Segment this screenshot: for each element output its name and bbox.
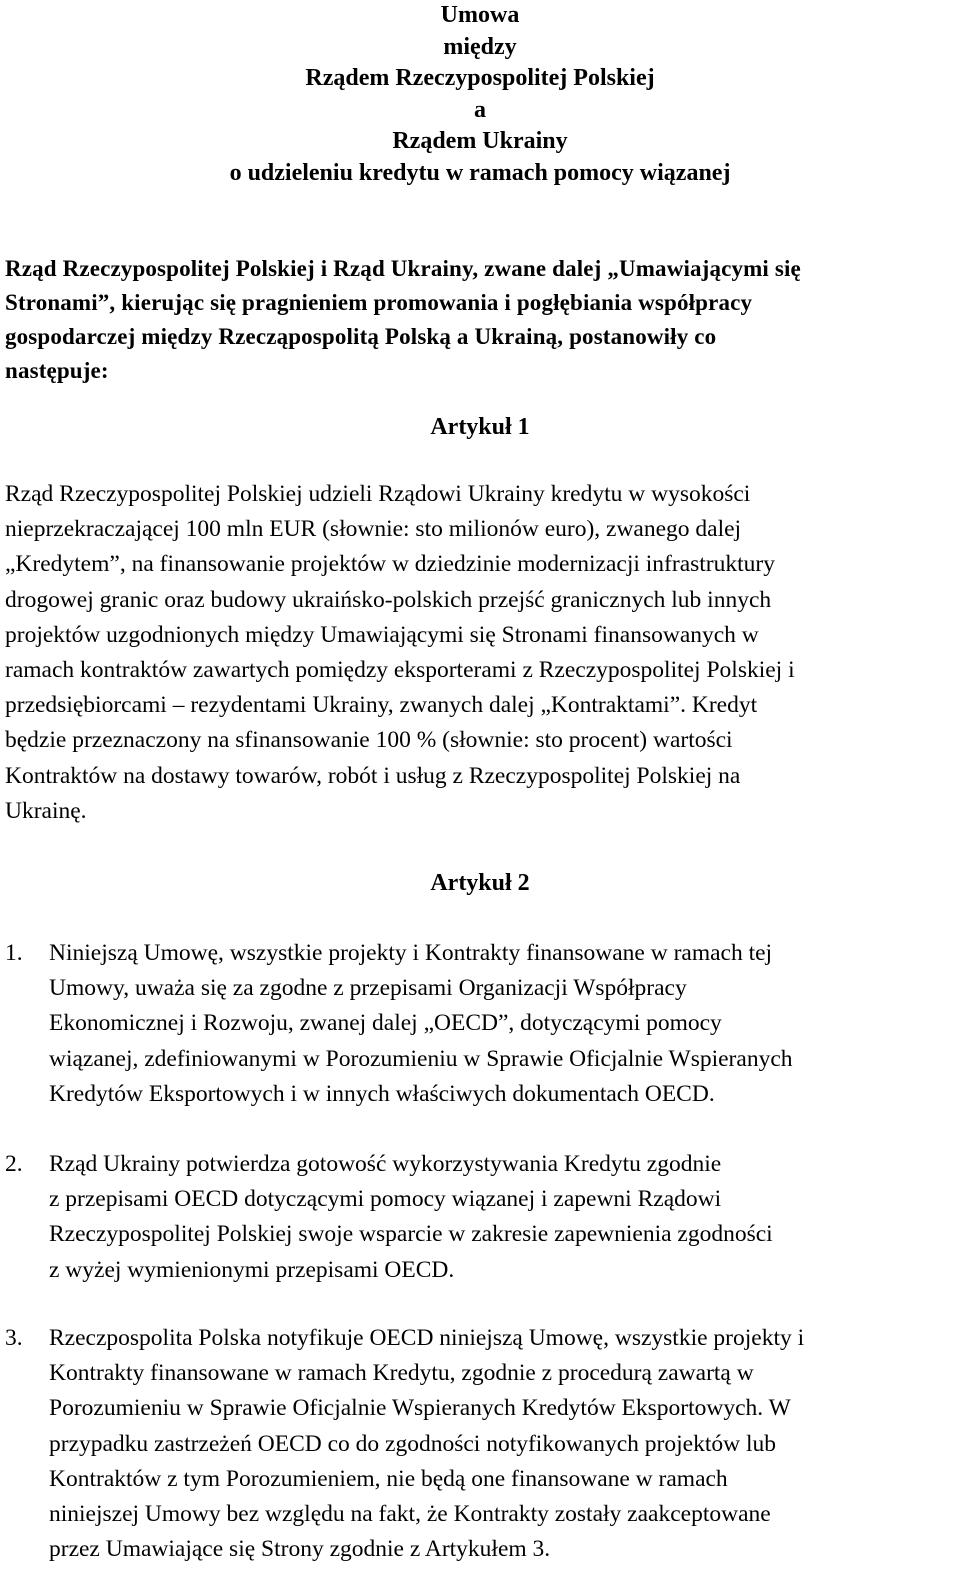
title-line: o udzieleniu kredytu w ramach pomocy wiązanej (229, 159, 731, 186)
paragraph-line: z przepisami OECD dotyczącymi pomocy wiązanej i zapewni Rządowi (49, 1186, 722, 1213)
paragraph-number: 1. (5, 940, 23, 966)
preamble-line: gospodarczej między Rzecząpospolitą Polską a Ukrainą, postanowiły co (5, 324, 717, 349)
article-1-line: będzie przeznaczony na sfinansowanie 100 % (słownie: sto procent) wartości (5, 727, 733, 754)
paragraph-line: Kontraktów z tym Porozumieniem, nie będą one finansowane w ramach (49, 1465, 728, 1492)
document-title (0, 0, 960, 190)
title-line: między (443, 33, 517, 60)
article-1-line: ramach kontraktów zawartych pomiędzy eksporterami z Rzeczypospolitej Polskiej i (5, 657, 795, 684)
paragraph-line: niniejszej Umowy bez względu na fakt, że Kontrakty zostały zaakceptowane (49, 1501, 771, 1528)
title-line: Rządem Ukrainy (392, 128, 568, 155)
preamble (5, 252, 955, 388)
article-2-paragraph-1 (5, 936, 955, 1112)
paragraph-line: Ekonomicznej i Rozwoju, zwanej dalej „OECD”, dotyczącymi pomocy (49, 1010, 722, 1037)
paragraph-line: Rząd Ukrainy potwierdza gotowość wykorzystywania Kredytu zgodnie (49, 1151, 722, 1177)
paragraph-line: Rzeczpospolita Polska notyfikuje OECD niniejszą Umowę, wszystkie projekty i (49, 1325, 805, 1351)
title-line: Umowa (440, 2, 520, 28)
paragraph-number: 3. (5, 1325, 23, 1351)
paragraph-line: z wyżej wymienionymi przepisami OECD. (49, 1256, 455, 1283)
paragraph-text (49, 1321, 944, 1567)
article-1-line: nieprzekraczającej 100 mln EUR (słownie: sto milionów euro), zwanego dalej (5, 516, 742, 543)
paragraph-line: Umowy, uważa się za zgodne z przepisami Organizacji Współpracy (49, 975, 687, 1002)
article-1-line: Rząd Rzeczypospolitej Polskiej udzieli Rządowi Ukrainy kredytu w wysokości (5, 481, 751, 507)
paragraph-line: Rzeczypospolitej Polskiej swoje wsparcie w zakresie zapewnienia zgodności (49, 1221, 773, 1248)
article-1-body (5, 477, 955, 829)
article-1-line: projektów uzgodnionych między Umawiającymi się Stronami finansowanych w (5, 621, 759, 648)
preamble-line: Rząd Rzeczypospolitej Polskiej i Rząd Ukrainy, zwane dalej „Umawiającymi się (5, 256, 801, 281)
paragraph-line: przez Umawiające się Strony zgodnie z Artykułem 3. (49, 1536, 551, 1563)
paragraph-text (49, 1147, 944, 1288)
paragraph-text (49, 936, 944, 1112)
title-line: Rządem Rzeczypospolitej Polskiej (305, 65, 655, 92)
paragraph-line: Porozumieniu w Sprawie Oficjalnie Wspieranych Kredytów Eksportowych. W (49, 1395, 791, 1422)
paragraph-line: Niniejszą Umowę, wszystkie projekty i Kontrakty finansowane w ramach tej (49, 940, 773, 966)
paragraph-line: wiązanej, zdefiniowanymi w Porozumieniu w Sprawie Oficjalnie Wspieranych (49, 1045, 793, 1072)
article-1-line: przedsiębiorcami – rezydentami Ukrainy, zwanych dalej „Kontraktami”. Kredyt (5, 692, 758, 719)
paragraph-line: Kredytów Eksportowych i w innych właściwych dokumentach OECD. (49, 1080, 715, 1107)
paragraph-number: 2. (5, 1151, 23, 1177)
paragraph-line: przypadku zastrzeżeń OECD co do zgodności notyfikowanych projektów lub (49, 1430, 776, 1457)
article-1-line: drogowej granic oraz budowy ukraińsko-polskich przejść granicznych lub innych (5, 586, 772, 613)
article-2-paragraph-2 (5, 1147, 955, 1288)
article-1-heading: Artykuł 1 (430, 414, 530, 440)
title-line: a (474, 96, 486, 123)
article-1-line: Kontraktów na dostawy towarów, robót i usług z Rzeczypospolitej Polskiej na (5, 762, 741, 789)
preamble-line: następuje: (5, 358, 109, 383)
article-2-heading: Artykuł 2 (430, 870, 530, 896)
paragraph-line: Kontrakty finansowane w ramach Kredytu, zgodnie z procedurą zawartą w (49, 1360, 754, 1387)
preamble-line: Stronami”, kierując się pragnieniem promowania i pogłębiania współpracy (5, 290, 753, 315)
article-2-paragraph-3 (5, 1321, 955, 1567)
article-1-line: „Kredytem”, na finansowanie projektów w dziedzinie modernizacji infrastruktury (5, 551, 775, 578)
article-1-line: Ukrainę. (5, 797, 87, 824)
